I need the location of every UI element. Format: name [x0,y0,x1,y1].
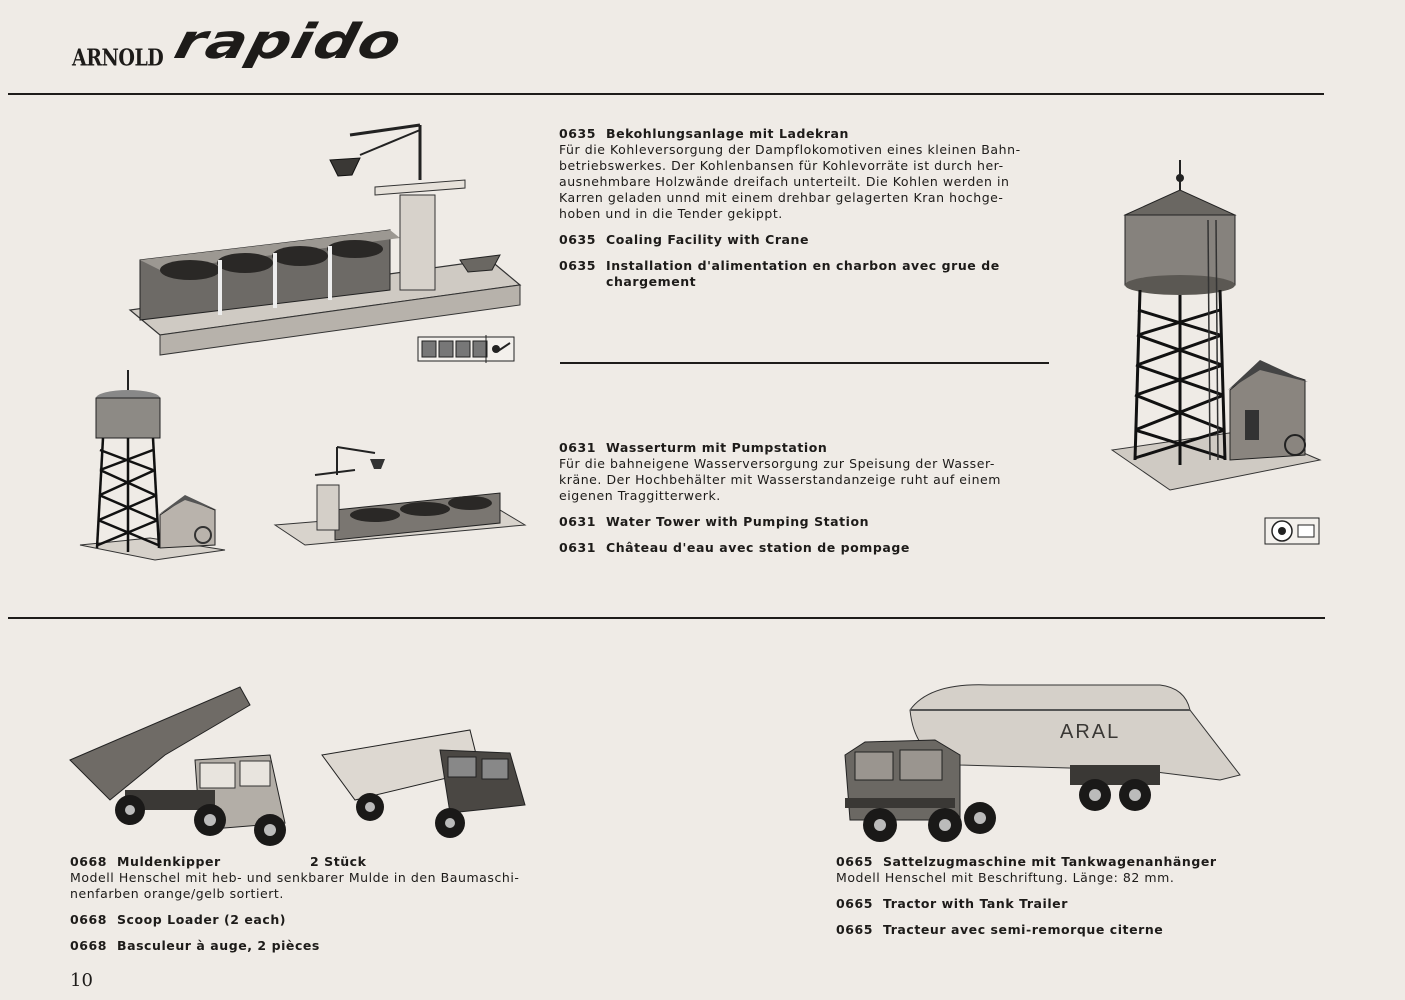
middle-rule [560,362,1049,364]
brand-prefix: ARNOLD [72,44,164,72]
item-title-en: Water Tower with Pumping Station [606,514,870,529]
scale-small-icon [1264,516,1320,546]
item-number: 0668 [70,854,107,869]
water-tower-large-image [1110,160,1320,495]
water-tower-text-block [559,440,1054,556]
section-rule [8,617,1325,619]
item-qty: 2 Stück [310,854,367,869]
coaling-facility-image [120,110,520,370]
scale-icon [418,335,516,363]
dump-truck-text-block [70,854,570,954]
item-title-de: Sattelzugmaschine mit Tankwagenanhänger [883,854,1217,869]
item-number: 0631 [559,440,596,455]
item-title-de: Muldenkipper [117,854,221,869]
tanker-text-block [836,854,1256,938]
coaling-facility-small-image [275,445,525,565]
dump-trucks-image [70,685,530,855]
item-number: 0635 [559,126,596,141]
item-title-de: Bekohlungsanlage mit Ladekran [606,126,849,141]
item-number: 0635 [559,258,596,273]
coaling-text-block [559,126,1054,290]
item-number: 0665 [836,922,873,937]
header-rule [8,93,1324,95]
item-desc-line: ausnehmbare Holzwände dreifach unterteilt. Die Kohlen werden in [559,174,1010,189]
item-desc-line: hoben und in die Tender gekippt. [559,206,783,221]
item-number: 0668 [70,912,107,927]
item-desc-line: Karren geladen unnd mit einem drehbar gelagerten Kran hochge- [559,190,1004,205]
item-number: 0631 [559,514,596,529]
tanker-truck-image [840,680,1245,850]
item-title-en: Coaling Facility with Crane [606,232,810,247]
item-desc-line: Modell Henschel mit heb- und senkbarer Mulde in den Baumaschi- [70,870,520,885]
item-title-fr: Basculeur à auge, 2 pièces [117,938,320,953]
page-number: 10 [70,970,93,991]
item-number: 0668 [70,938,107,953]
item-number: 0665 [836,896,873,911]
water-tower-small-image [75,370,225,570]
item-title-fr: Tracteur avec semi-remorque citerne [883,922,1164,937]
tank-label: ARAL [1060,721,1121,743]
item-title-en: Scoop Loader (2 each) [117,912,287,927]
item-number: 0635 [559,232,596,247]
item-number: 0631 [559,540,596,555]
item-desc-line: kräne. Der Hochbehälter mit Wasserstandanzeige ruht auf einem [559,472,1002,487]
item-title-fr-cont: chargement [606,274,697,289]
brand-name: rapido [169,14,409,70]
item-desc-line: eigenen Traggitterwerk. [559,488,721,503]
item-desc-line: nenfarben orange/gelb sortiert. [70,886,284,901]
item-desc-line: Modell Henschel mit Beschriftung. Länge: 82 mm. [836,870,1175,885]
item-title-fr: Château d'eau avec station de pompage [606,540,910,555]
item-number: 0665 [836,854,873,869]
item-title-en: Tractor with Tank Trailer [883,896,1068,911]
item-desc-line: betriebswerkes. Der Kohlenbansen für Kohlevorräte ist durch her- [559,158,1004,173]
item-title-de: Wasserturm mit Pumpstation [606,440,828,455]
item-desc-line: Für die bahneigene Wasserversorgung zur Speisung der Wasser- [559,456,995,471]
item-title-fr: Installation d'alimentation en charbon avec grue de [606,258,1000,273]
item-desc-line: Für die Kohleversorgung der Dampflokomotiven eines kleinen Bahn- [559,142,1021,157]
